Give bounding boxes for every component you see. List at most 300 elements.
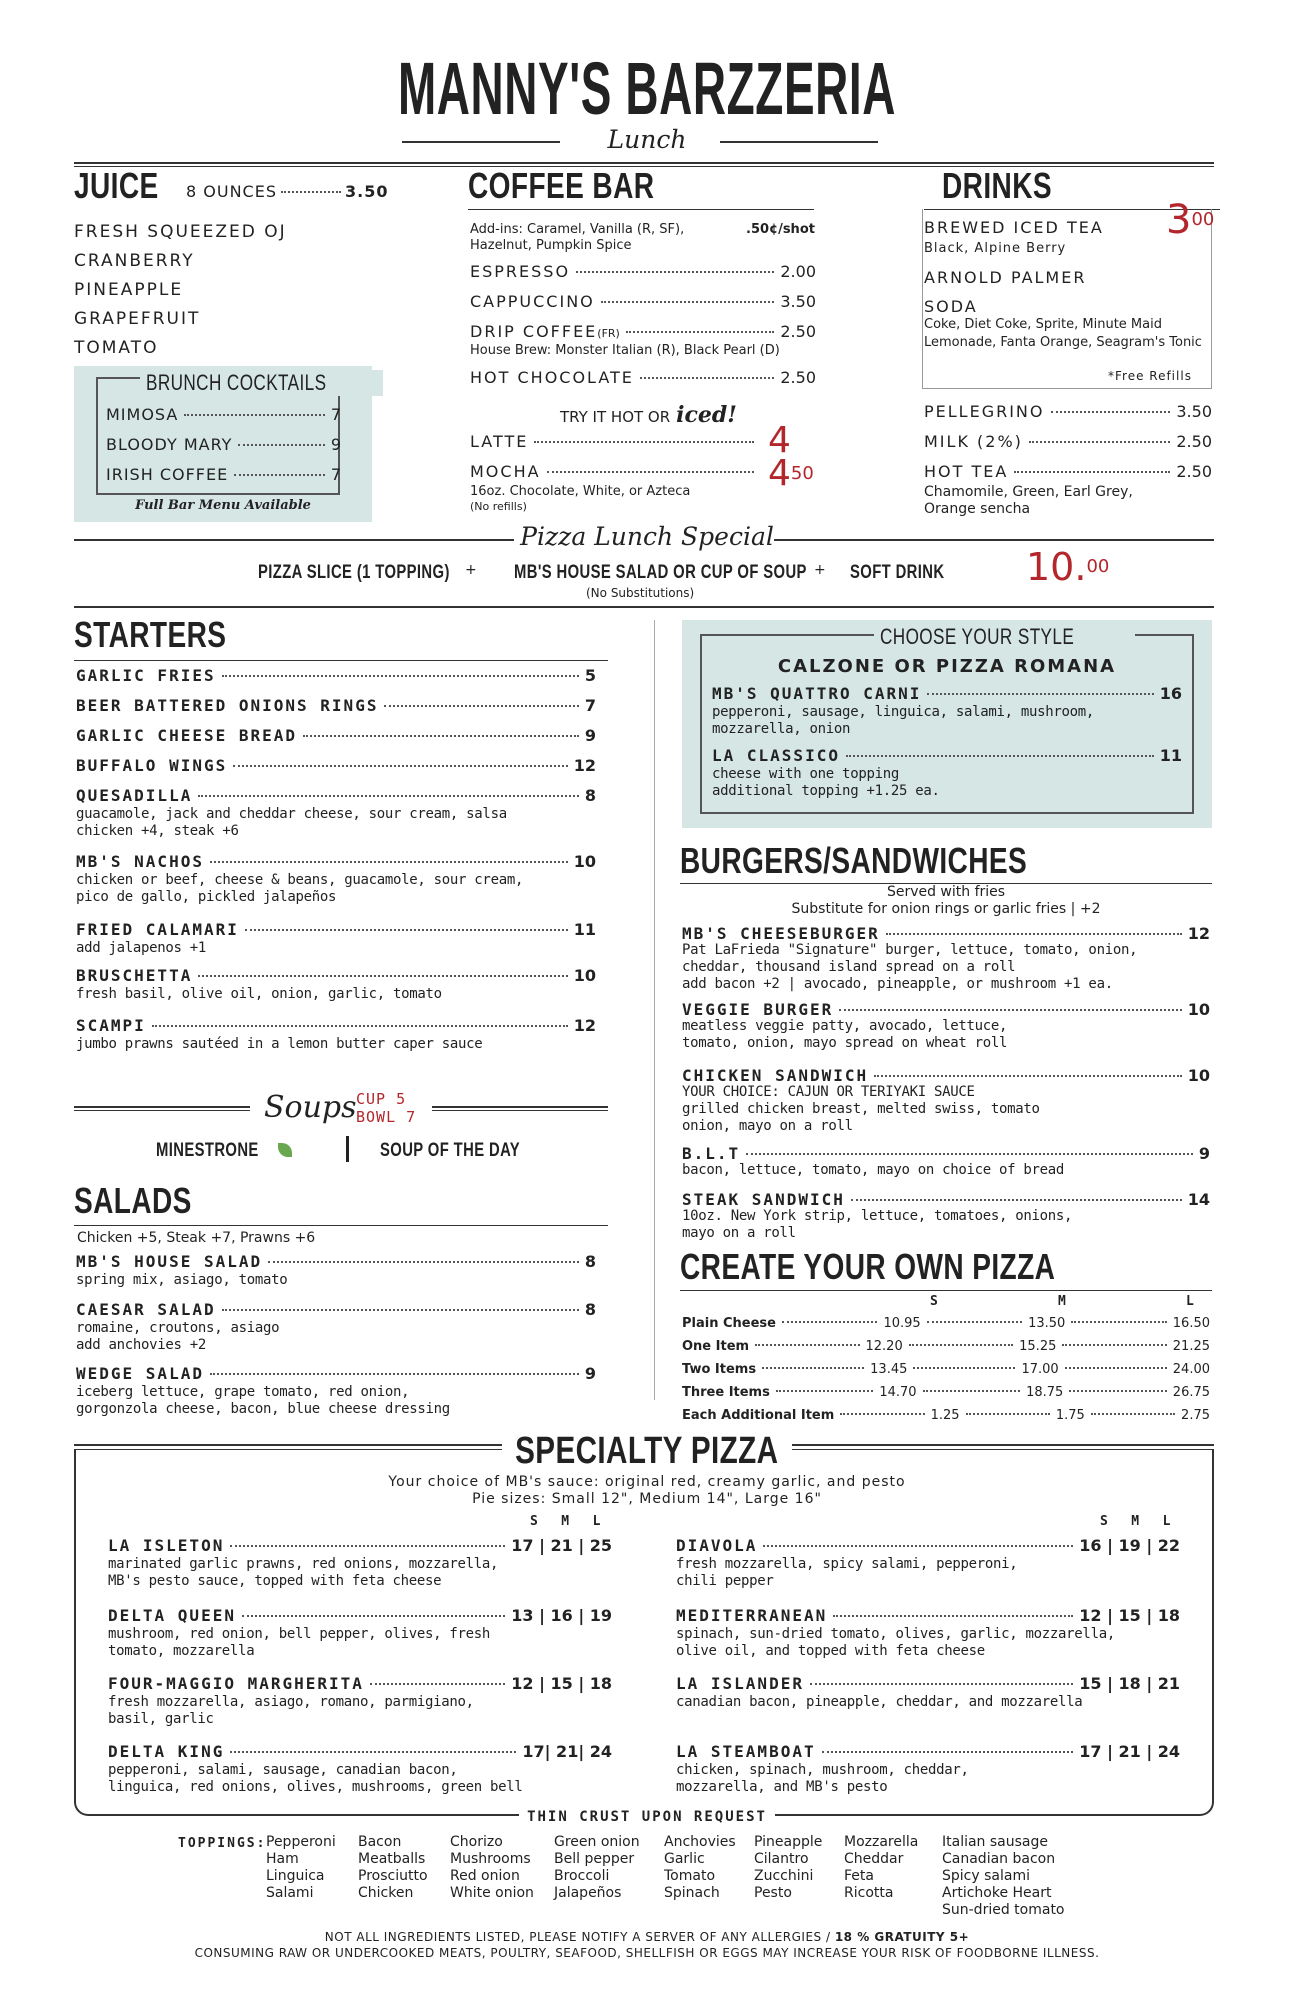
burger-price: 10 xyxy=(1187,1066,1210,1085)
topping-item: Green onion xyxy=(554,1834,640,1850)
cyo-name: One Item xyxy=(682,1339,750,1354)
item-desc: onion, mayo on a roll xyxy=(682,1118,853,1134)
cyo-large: 2.75 xyxy=(1181,1408,1210,1423)
special-b-note: (No Substitutions) xyxy=(586,586,695,600)
coffee-row xyxy=(470,322,816,341)
topping-item: Artichoke Heart xyxy=(942,1885,1052,1901)
cyo-large: 24.00 xyxy=(1172,1362,1210,1377)
specialty-price: 13 | 16 | 19 xyxy=(511,1606,612,1625)
topping-item: Spinach xyxy=(664,1885,720,1901)
dots xyxy=(755,1344,859,1346)
addins-price: .50¢/shot xyxy=(746,222,815,237)
special-plus-2: + xyxy=(814,562,826,578)
dots xyxy=(210,861,568,863)
item-desc: basil, garlic xyxy=(108,1711,214,1727)
cyo-row xyxy=(682,1362,1210,1377)
starter-price: 10 xyxy=(573,852,596,871)
topping-item: Feta xyxy=(844,1868,874,1884)
specialty-row xyxy=(108,1536,612,1555)
specialty-name: FOUR-MAGGIO MARGHERITA xyxy=(108,1674,364,1693)
dots xyxy=(763,1545,1073,1547)
dots xyxy=(1069,1390,1167,1392)
specialty-price: 12 | 15 | 18 xyxy=(511,1674,612,1693)
specialty-name: MEDITERRANEAN xyxy=(676,1606,828,1625)
topping-item: Chicken xyxy=(358,1885,414,1901)
item-desc: add bacon +2 | avocado, pineapple, or mushroom +1 ea. xyxy=(682,976,1113,992)
item-desc: add anchovies +2 xyxy=(76,1337,207,1353)
cyo-row xyxy=(682,1385,1210,1400)
coffee-tag: (FR) xyxy=(597,327,620,340)
cyo-large: 21.25 xyxy=(1172,1339,1210,1354)
cyo-rule xyxy=(680,1290,1212,1291)
topping-item: Cheddar xyxy=(844,1851,904,1867)
specialty-notes xyxy=(0,1474,1294,1508)
brunch-row xyxy=(106,405,342,424)
topping-item: Sun-dried tomato xyxy=(942,1902,1065,1918)
topping-item: Cilantro xyxy=(754,1851,809,1867)
full-bar-note: Full Bar Menu Available xyxy=(135,498,311,513)
starter-price: 12 xyxy=(573,756,596,775)
item-desc: chicken +4, steak +6 xyxy=(76,823,239,839)
drinks-row xyxy=(924,402,1212,421)
salad-name: MB'S HOUSE SALAD xyxy=(76,1252,263,1271)
special-title: Pizza Lunch Special xyxy=(520,522,774,551)
hot-tea-desc: Chamomile, Green, Earl Grey, Orange sencha xyxy=(924,484,1133,517)
topping-item: Mozzarella xyxy=(844,1834,919,1850)
dots xyxy=(198,975,567,977)
dots xyxy=(222,1309,579,1311)
dots xyxy=(1051,411,1171,413)
allergy-note: NOT ALL INGREDIENTS LISTED, PLEASE NOTIFY A SERVER OF ANY ALLERGIES / xyxy=(324,1930,835,1944)
dots xyxy=(1014,471,1170,473)
latte-name: LATTE xyxy=(470,432,529,451)
cyo-small: 12.20 xyxy=(865,1339,903,1354)
item-desc: chicken, spinach, mushroom, cheddar, xyxy=(676,1762,969,1778)
special-c: SOFT DRINK xyxy=(850,562,945,583)
cyo-small: 1.25 xyxy=(930,1408,960,1423)
topping-item: Mushrooms xyxy=(450,1851,531,1867)
starter-price: 11 xyxy=(573,920,596,939)
item-desc: spinach, sun-dried tomato, olives, garlic, mozzarella, xyxy=(676,1626,1115,1642)
starter-row xyxy=(76,1016,596,1035)
burger-price: 10 xyxy=(1187,1000,1210,1019)
box-cents: 00 xyxy=(1191,209,1215,230)
item-desc: chicken or beef, cheese & beans, guacamole, sour cream, xyxy=(76,872,524,888)
item-desc: pico de gallo, pickled jalapeños xyxy=(76,889,337,905)
cyo-small: 13.45 xyxy=(870,1362,908,1377)
topping-item: Garlic xyxy=(664,1851,705,1867)
soup-a: MINESTRONE xyxy=(156,1140,259,1161)
cyo-heading: CREATE YOUR OWN PIZZA xyxy=(680,1246,1056,1287)
salad-price: 9 xyxy=(584,1364,596,1383)
topping-item: Chorizo xyxy=(450,1834,503,1850)
soup-divider xyxy=(346,1136,349,1162)
juice-price: 3.50 xyxy=(344,182,389,201)
dots xyxy=(626,331,775,333)
topping-item: Bell pepper xyxy=(554,1851,635,1867)
column-divider xyxy=(654,620,655,1400)
burger-name: CHICKEN SANDWICH xyxy=(682,1066,869,1085)
mocha-note: (No refills) xyxy=(470,500,527,513)
item-desc: linguica, red onions, olives, mushrooms, green bell xyxy=(108,1779,523,1795)
specialty-title: SPECIALTY PIZZA xyxy=(515,1430,779,1472)
specialty-price: 17 | 21 | 24 xyxy=(1079,1742,1180,1761)
salad-name: WEDGE SALAD xyxy=(76,1364,204,1383)
burger-name: STEAK SANDWICH xyxy=(682,1190,845,1209)
specialty-name: DIAVOLA xyxy=(676,1536,758,1555)
coffee-row xyxy=(470,262,816,281)
starter-price: 5 xyxy=(584,666,596,685)
juice-item: GRAPEFRUIT xyxy=(74,309,201,329)
dots xyxy=(746,1153,1193,1155)
dots xyxy=(1062,1344,1166,1346)
leaf-icon xyxy=(278,1143,292,1157)
special-price: 10. xyxy=(1026,545,1087,589)
try-line xyxy=(560,402,737,428)
calzone-row xyxy=(712,746,1182,765)
dots xyxy=(851,1199,1182,1201)
mocha-desc-1: 16oz. Chocolate, White, or Azteca xyxy=(470,484,691,499)
topping-item: Bacon xyxy=(358,1834,402,1850)
specialty-row xyxy=(108,1606,612,1625)
topping-item: Spicy salami xyxy=(942,1868,1030,1884)
item-desc: spring mix, asiago, tomato xyxy=(76,1272,288,1288)
brunch-item: MIMOSA xyxy=(106,405,179,424)
dots xyxy=(233,765,568,767)
burgers-note-1: Served with fries xyxy=(886,884,1006,900)
mocha-price: 4 xyxy=(768,453,791,494)
dots xyxy=(833,1615,1073,1617)
item-desc: tomato, mozzarella xyxy=(108,1643,255,1659)
dots xyxy=(601,301,775,303)
coffee-row xyxy=(470,292,816,311)
topping-item: Meatballs xyxy=(358,1851,426,1867)
specialty-row xyxy=(676,1674,1180,1693)
brunch-title: BRUNCH COCKTAILS xyxy=(146,370,327,395)
item-desc: YOUR CHOICE: CAJUN OR TERIYAKI SAUCE xyxy=(682,1084,975,1100)
footer-line-2: CONSUMING RAW OR UNDERCOOKED MEATS, POULTRY, SEAFOOD, SHELLFISH OR EGGS MAY INCREASE YOUR RISK OF FOODBORNE ILLNESS. xyxy=(194,1946,1100,1960)
item-desc: pepperoni, salami, sausage, canadian bacon, xyxy=(108,1762,458,1778)
mocha-row xyxy=(470,462,760,481)
dots xyxy=(840,1413,924,1415)
starter-name: FRIED CALAMARI xyxy=(76,920,239,939)
calzone-name: LA CLASSICO xyxy=(712,746,840,765)
cyo-name: Three Items xyxy=(682,1385,770,1400)
item-desc: Pat LaFrieda "Signature" burger, lettuce, tomato, onion, xyxy=(682,942,1138,958)
brunch-price: 7 xyxy=(330,465,342,484)
arnold-name: ARNOLD PALMER xyxy=(924,268,1087,287)
starter-name: BUFFALO WINGS xyxy=(76,756,228,775)
free-refills: *Free Refills xyxy=(1108,369,1192,383)
soups-title: Soups xyxy=(264,1090,357,1125)
cyo-medium: 1.75 xyxy=(1055,1408,1085,1423)
soups-rule-right-a xyxy=(432,1106,608,1108)
topping-item: Italian sausage xyxy=(942,1834,1048,1850)
starter-row xyxy=(76,966,596,985)
starter-row xyxy=(76,920,596,939)
drinks-row xyxy=(924,432,1212,451)
dots xyxy=(370,1683,505,1685)
item-desc: mozzarella, onion xyxy=(712,721,851,737)
specialty-name: LA STEAMBOAT xyxy=(676,1742,816,1761)
mocha-desc xyxy=(470,484,690,514)
dots xyxy=(268,1261,579,1263)
specialty-price: 15 | 18 | 21 xyxy=(1079,1674,1180,1693)
starter-price: 12 xyxy=(573,1016,596,1035)
sml-right: S M L xyxy=(1100,1514,1171,1529)
coffee-item: CAPPUCCINO xyxy=(470,292,595,311)
starter-name: QUESADILLA xyxy=(76,786,193,805)
salads-rule xyxy=(74,1225,608,1226)
try-text: TRY IT HOT OR xyxy=(560,408,671,426)
cyo-medium: 15.25 xyxy=(1019,1339,1057,1354)
burger-row xyxy=(682,924,1210,943)
salad-row xyxy=(76,1300,596,1319)
item-desc: jumbo prawns sautéed in a lemon butter caper sauce xyxy=(76,1036,483,1052)
dots xyxy=(184,414,324,416)
starters-rule xyxy=(74,660,608,661)
juice-dots xyxy=(281,191,341,193)
cyo-size-s: S xyxy=(930,1294,938,1309)
burgers-note-2: Substitute for onion rings or garlic fries | +2 xyxy=(791,901,1101,917)
topping-item: Pineapple xyxy=(754,1834,823,1850)
special-bottom-rule xyxy=(74,606,1214,608)
dots xyxy=(846,755,1154,757)
item-desc: grilled chicken breast, melted swiss, tomato xyxy=(682,1101,1040,1117)
topping-item: Linguica xyxy=(266,1868,325,1884)
dots xyxy=(210,1373,579,1375)
starter-row xyxy=(76,726,596,745)
topping-item: Broccoli xyxy=(554,1868,610,1884)
cyo-small: 14.70 xyxy=(879,1385,917,1400)
specialty-name: LA ISLANDER xyxy=(676,1674,804,1693)
burger-price: 14 xyxy=(1187,1190,1210,1209)
item-desc: fresh mozzarella, asiago, romano, parmigiano, xyxy=(108,1694,474,1710)
topping-item: Canadian bacon xyxy=(942,1851,1056,1867)
specialty-note-1: Your choice of MB's sauce: original red, creamy garlic, and pesto xyxy=(388,1474,906,1490)
dots xyxy=(1091,1413,1175,1415)
dots xyxy=(230,1545,505,1547)
item-desc: mushroom, red onion, bell pepper, olives, fresh xyxy=(108,1626,491,1642)
starter-name: GARLIC CHEESE BREAD xyxy=(76,726,298,745)
starter-row xyxy=(76,786,596,805)
starter-name: SCAMPI xyxy=(76,1016,146,1035)
dots xyxy=(384,705,578,707)
dots xyxy=(909,1344,1013,1346)
specialty-row xyxy=(676,1536,1180,1555)
latte-price: 4 xyxy=(768,420,791,461)
burger-price: 9 xyxy=(1198,1144,1210,1163)
topping-item: Pesto xyxy=(754,1885,792,1901)
drinks-price: 2.50 xyxy=(1176,432,1212,451)
soda-name: SODA xyxy=(924,297,978,316)
item-desc: MB's pesto sauce, topped with feta cheese xyxy=(108,1573,442,1589)
gratuity-note: 18 % GRATUITY 5+ xyxy=(834,1930,970,1944)
starter-price: 9 xyxy=(584,726,596,745)
coffee-row xyxy=(470,368,816,387)
brunch-title-wrap xyxy=(140,370,383,396)
salad-row xyxy=(76,1252,596,1271)
dots xyxy=(966,1413,1050,1415)
item-desc: guacamole, jack and cheddar cheese, sour cream, salsa xyxy=(76,806,507,822)
brunch-price: 7 xyxy=(330,405,342,424)
menu-title: MANNY'S BARZZERIA xyxy=(397,47,897,130)
specialty-name: LA ISLETON xyxy=(108,1536,225,1555)
special-b: MB'S HOUSE SALAD OR CUP OF SOUP xyxy=(514,562,807,583)
topping-item: Pepperoni xyxy=(266,1834,336,1850)
dots xyxy=(810,1683,1073,1685)
cyo-name: Plain Cheese xyxy=(682,1316,776,1331)
juice-item: TOMATO xyxy=(74,338,159,358)
dots xyxy=(245,929,568,931)
salad-price: 8 xyxy=(584,1252,596,1271)
item-desc: mozzarella, and MB's pesto xyxy=(676,1779,888,1795)
item-desc: add jalapenos +1 xyxy=(76,940,207,956)
dots xyxy=(886,933,1182,935)
choose-style: CHOOSE YOUR STYLE xyxy=(880,624,1075,649)
special-price-wrap xyxy=(1026,545,1110,589)
toppings-label: TOPPINGS: xyxy=(178,1836,267,1851)
topping-item: Anchovies xyxy=(664,1834,736,1850)
footer-line-1 xyxy=(0,1930,1294,1944)
burgers-heading: BURGERS/SANDWICHES xyxy=(680,840,1028,881)
calzone-row xyxy=(712,684,1182,703)
juice-size: 8 OUNCES xyxy=(186,182,277,201)
dots xyxy=(1065,1367,1167,1369)
dots xyxy=(234,474,325,476)
dots xyxy=(822,1751,1074,1753)
item-desc: fresh mozzarella, spicy salami, pepperoni, xyxy=(676,1556,1018,1572)
item-desc: bacon, lettuce, tomato, mayo on choice of bread xyxy=(682,1162,1065,1178)
starter-row xyxy=(76,852,596,871)
mocha-price-wrap xyxy=(768,453,814,494)
soups-prices xyxy=(356,1090,416,1126)
dots xyxy=(776,1390,874,1392)
dots xyxy=(242,1615,505,1617)
box-price-wrap xyxy=(1166,197,1215,243)
cyo-large: 26.75 xyxy=(1172,1385,1211,1400)
dots xyxy=(1071,1321,1166,1323)
starter-price: 8 xyxy=(584,786,596,805)
soup-cup: CUP 5 xyxy=(356,1090,407,1108)
salads-heading: SALADS xyxy=(74,1180,192,1221)
item-desc: cheese with one topping xyxy=(712,766,899,782)
dots xyxy=(576,271,774,273)
starters-heading: STARTERS xyxy=(74,614,227,655)
starter-name: GARLIC FRIES xyxy=(76,666,216,685)
specialty-row xyxy=(108,1674,612,1693)
dots xyxy=(874,1075,1182,1077)
coffee-item: ESPRESSO xyxy=(470,262,571,281)
dots xyxy=(782,1321,877,1323)
topping-item: Red onion xyxy=(450,1868,520,1884)
salads-note: Chicken +5, Steak +7, Prawns +6 xyxy=(77,1230,316,1246)
special-cents: 00 xyxy=(1086,556,1110,577)
coffee-price: 2.00 xyxy=(780,262,816,281)
dots xyxy=(927,1321,1022,1323)
brunch-item: IRISH COFFEE xyxy=(106,465,229,484)
juice-item: FRESH SQUEEZED OJ xyxy=(74,222,287,242)
soups-rule-right-b xyxy=(432,1110,608,1111)
dots xyxy=(238,444,324,446)
calzone-price: 11 xyxy=(1159,746,1182,765)
iced-tea-desc: Black, Alpine Berry xyxy=(924,241,1067,256)
burger-price: 12 xyxy=(1187,924,1210,943)
cyo-row xyxy=(682,1316,1210,1331)
item-desc: iceberg lettuce, grape tomato, red onion, xyxy=(76,1384,410,1400)
specialty-name: DELTA QUEEN xyxy=(108,1606,236,1625)
dots xyxy=(640,377,774,379)
specialty-price: 12 | 15 | 18 xyxy=(1079,1606,1180,1625)
drinks-price: 3.50 xyxy=(1176,402,1212,421)
try-iced: iced! xyxy=(676,402,737,428)
coffee-price: 3.50 xyxy=(780,292,816,311)
dots xyxy=(762,1367,864,1369)
starter-row xyxy=(76,696,596,715)
calzone-price: 16 xyxy=(1159,684,1182,703)
menu-subtitle: Lunch xyxy=(607,125,687,154)
dots xyxy=(923,1390,1021,1392)
item-desc: romaine, croutons, asiago xyxy=(76,1320,280,1336)
topping-item: White onion xyxy=(450,1885,534,1901)
mocha-name: MOCHA xyxy=(470,462,541,481)
dots xyxy=(547,471,754,473)
item-desc: gorgonzola cheese, bacon, blue cheese dressing xyxy=(76,1401,450,1417)
starter-name: MB'S NACHOS xyxy=(76,852,204,871)
iced-tea-name: BREWED ICED TEA xyxy=(924,218,1104,237)
coffee-heading: COFFEE BAR xyxy=(468,165,655,206)
drinks-heading: DRINKS xyxy=(942,165,1052,206)
burger-row xyxy=(682,1144,1210,1163)
drinks-price: 2.50 xyxy=(1176,462,1212,481)
cyo-row xyxy=(682,1339,1210,1354)
header-rule-1 xyxy=(74,162,1214,164)
cyo-small: 10.95 xyxy=(883,1316,921,1331)
burger-name: VEGGIE BURGER xyxy=(682,1000,834,1019)
coffee-price: 2.50 xyxy=(780,368,816,387)
starter-price: 10 xyxy=(573,966,596,985)
soup-b: SOUP OF THE DAY xyxy=(380,1140,521,1161)
topping-item: Tomato xyxy=(664,1868,716,1884)
cyo-row xyxy=(682,1408,1210,1423)
drip-desc: House Brew: Monster Italian (R), Black Pearl (D) xyxy=(470,343,780,358)
coffee-item: DRIP COFFEE xyxy=(470,322,598,341)
burger-name: MB'S CHEESEBURGER xyxy=(682,924,880,943)
cyo-medium: 13.50 xyxy=(1028,1316,1066,1331)
calzone-title: CALZONE OR PIZZA ROMANA xyxy=(777,656,1117,677)
dots xyxy=(198,795,579,797)
drinks-item: HOT TEA xyxy=(924,462,1009,481)
juice-item: CRANBERRY xyxy=(74,251,195,271)
cyo-large: 16.50 xyxy=(1172,1316,1210,1331)
juice-heading: JUICE xyxy=(74,165,159,206)
cyo-medium: 17.00 xyxy=(1021,1362,1059,1377)
topping-item: Ham xyxy=(266,1851,299,1867)
special-plus-1: + xyxy=(465,562,477,578)
item-desc: olive oil, and topped with feta cheese xyxy=(676,1643,985,1659)
specialty-note-2: Pie sizes: Small 12", Medium 14", Large 16" xyxy=(472,1491,822,1507)
calzone-name: MB'S QUATTRO CARNI xyxy=(712,684,922,703)
salad-row xyxy=(76,1364,596,1383)
juice-item: PINEAPPLE xyxy=(74,280,184,300)
burger-row xyxy=(682,1066,1210,1085)
cyo-name: Each Additional Item xyxy=(682,1408,835,1423)
special-a: PIZZA SLICE (1 TOPPING) xyxy=(258,562,450,583)
specialty-price: 17| 21| 24 xyxy=(522,1742,612,1761)
drinks-item: MILK (2%) xyxy=(924,432,1023,451)
dots xyxy=(303,735,579,737)
starter-price: 7 xyxy=(584,696,596,715)
